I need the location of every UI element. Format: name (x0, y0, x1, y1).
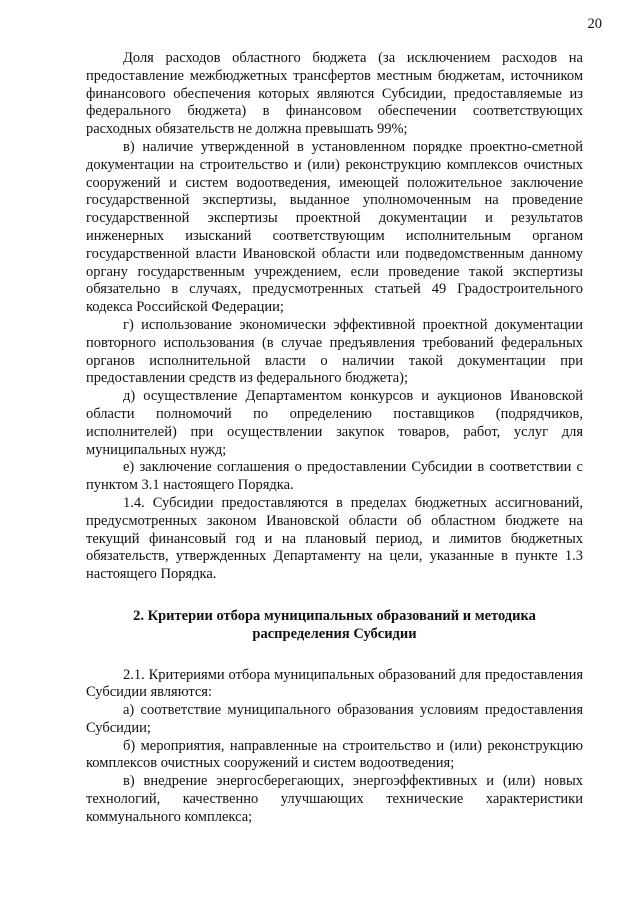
page-body (86, 50, 583, 827)
section-heading-line-2: распределения Субсидии (252, 625, 417, 642)
paragraph-item-g: г) использование экономически эффективной проектной документации повторного использования (в случае предъявления требований федеральных органов исполнительной власти о наличии такой документации при предоставлении средств из федерального бюджета); (86, 316, 583, 387)
paragraph-item-d: д) осуществление Департаментом конкурсов и аукционов Ивановской области полномочий по определению поставщиков (подрядчиков, исполнителей) при осуществлении закупок товаров, работ, услуг для муниципальных нужд; (86, 388, 583, 458)
page-number: 20 (587, 16, 602, 32)
paragraph-1-4: 1.4. Субсидии предоставляются в пределах бюджетных ассигнований, предусмотренных законом Ивановской области об областном бюджете на текущий финансовый год и на плановый период, и лимитов бюджетных обязательств, утвержденных Департаменту на цели, указанные в пункте 1.3 настоящего Порядка. (86, 494, 583, 583)
paragraph-item-v: в) наличие утвержденной в установленном порядке проектно-сметной документации на строительство и (или) реконструкцию комплексов очистных сооружений и систем водоотведения, имеющей положительное заключение государственной экспертизы, выданное уполномоченным на проведение государственной экспертизы проектной документации и результатов инженерных изысканий соответствующим исполнительным органом государственной власти Ивановской области или подведомственным данному органу государственным учреждением, если проведение такой экспертизы обязательно в случаях, предусмотренных статьей 49 Градостроительного кодекса Российской Федерации; (86, 138, 583, 316)
paragraph-criterion-a: а) соответствие муниципального образования условиям предоставления Субсидии; (86, 702, 583, 736)
paragraph-budget-share: Доля расходов областного бюджета (за исключением расходов на предоставление межбюджетных трансфертов местным бюджетам, источником финансового обеспечения которых являются Субсидии, предоставляемые из федерального бюджета) в финансовом обеспечении соответствующих расходных обязательств не должна превышать 99%; (86, 50, 583, 138)
paragraph-criterion-v: в) внедрение энергосберегающих, энергоэффективных и (или) новых технологий, качественно улучшающих технические характеристики коммунального комплекса; (86, 773, 583, 825)
paragraph-2-1: 2.1. Критериями отбора муниципальных образований для предоставления Субсидии являются: (86, 666, 583, 701)
section-heading (86, 608, 583, 644)
paragraph-criterion-b: б) мероприятия, направленные на строительство и (или) реконструкцию комплексов очистных сооружений и систем водоотведения; (86, 737, 583, 772)
paragraph-item-e: е) заключение соглашения о предоставлении Субсидии в соответствии с пунктом 3.1 настоящего Порядка. (86, 459, 583, 494)
section-heading-line-1: 2. Критерии отбора муниципальных образований и методика (133, 607, 536, 624)
